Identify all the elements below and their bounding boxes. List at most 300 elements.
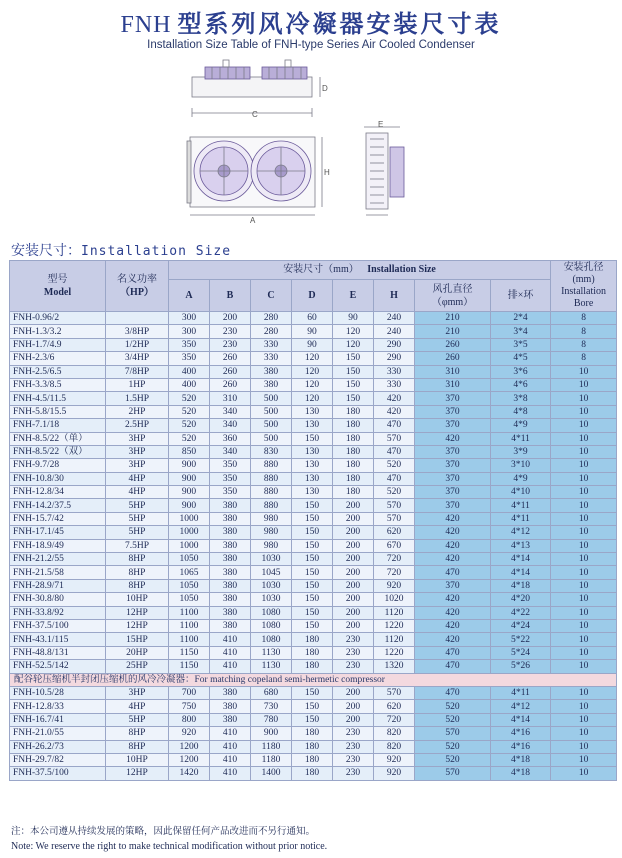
table-cell: 4*11 [491,686,551,699]
table-cell: 15HP [106,633,169,646]
table-cell: 420 [415,606,491,619]
table-cell: 520 [169,405,210,418]
table-cell: 4*16 [491,740,551,753]
table-cell: 380 [210,499,251,512]
table-cell: 370 [415,459,491,472]
table-cell: 130 [292,459,333,472]
table-cell: 10 [551,432,617,445]
cell-model: FNH-9.7/28 [10,459,106,472]
table-cell: 4*16 [491,727,551,740]
table-cell: 200 [333,579,374,592]
table-cell: 8 [551,338,617,351]
table-cell: 520 [169,392,210,405]
table-row [10,566,617,579]
table-cell: 10 [551,512,617,525]
table-cell: 180 [333,486,374,499]
table-cell: 370 [415,579,491,592]
table-cell: 240 [374,325,415,338]
table-cell: 680 [251,686,292,699]
table-cell: 420 [415,539,491,552]
table-cell: 10 [551,499,617,512]
table-cell: 920 [169,727,210,740]
table-cell: 420 [415,512,491,525]
table-row [10,338,617,351]
table-row [10,700,617,713]
table-cell: 230 [333,753,374,766]
table-cell: 4HP [106,472,169,485]
table-cell: 180 [333,445,374,458]
table-cell: 1000 [169,512,210,525]
table-cell: 330 [374,365,415,378]
table-cell: 920 [374,767,415,780]
cell-model: FNH-28.9/71 [10,579,106,592]
table-cell: 980 [251,539,292,552]
cell-model: FNH-1.7/4.9 [10,338,106,351]
table-cell: 130 [292,405,333,418]
table-cell: 150 [292,499,333,512]
table-cell: 380 [210,713,251,726]
table-cell: 1200 [169,753,210,766]
table-cell: 10 [551,445,617,458]
table-cell: 150 [292,686,333,699]
table-cell: 380 [210,539,251,552]
table-cell: 1050 [169,553,210,566]
label-d: D [322,84,328,93]
table-row [10,646,617,659]
header-e: E [333,280,374,312]
table-row [10,740,617,753]
table-cell: 350 [169,338,210,351]
front-view [187,137,322,215]
table-cell: 1080 [251,633,292,646]
table-cell: 500 [251,419,292,432]
table-cell: 10 [551,579,617,592]
table-cell: 1150 [169,660,210,673]
table-cell: 230 [333,633,374,646]
table-cell: 470 [374,419,415,432]
table-cell: 720 [374,566,415,579]
table-cell: 830 [251,445,292,458]
table-cell: 410 [210,767,251,780]
header-power [106,261,169,312]
table-cell: 8HP [106,727,169,740]
table-cell: 470 [415,686,491,699]
table-cell: 10 [551,713,617,726]
table-cell: 1030 [251,593,292,606]
table-cell: 420 [374,392,415,405]
condenser-drawing [0,55,622,235]
header-d: D [292,280,333,312]
table-cell: 380 [210,512,251,525]
cell-model: FNH-8.5/22（单） [10,432,106,445]
table-row [10,365,617,378]
cell-model: FNH-17.1/45 [10,526,106,539]
note-en: Note: We reserve the right to make technical modification without prior notice. [11,841,328,852]
side-view [364,127,404,215]
cell-model: FNH-2.3/6 [10,352,106,365]
table-cell: 3*6 [491,365,551,378]
table-cell: 230 [333,660,374,673]
table-row [10,392,617,405]
header-power-zh: 名义功率 [117,274,157,285]
table-cell: 180 [333,419,374,432]
table-cell: 3*8 [491,392,551,405]
table-cell: 900 [251,727,292,740]
table-cell: 2.5HP [106,419,169,432]
table-cell: 230 [333,646,374,659]
table-cell: 230 [210,325,251,338]
table-cell: 12HP [106,767,169,780]
table-cell: 880 [251,459,292,472]
table-cell: 700 [169,686,210,699]
table-cell: 410 [210,660,251,673]
table-cell: 260 [415,352,491,365]
table-note-text: 配谷轮压缩机半封闭压缩机的风冷冷凝器：For matching copeland semi-hermetic compressor [10,673,617,686]
table-cell: 520 [374,459,415,472]
table-cell: 1/2HP [106,338,169,351]
table-cell: 1130 [251,660,292,673]
table-cell: 4*14 [491,553,551,566]
table-cell: 260 [415,338,491,351]
table-cell: 370 [415,445,491,458]
table-cell: 10 [551,378,617,391]
table-cell: 200 [333,512,374,525]
table-cell: 180 [292,660,333,673]
table-cell: 1220 [374,619,415,632]
header-bore [551,261,617,312]
table-cell: 10 [551,727,617,740]
table-cell: 150 [292,579,333,592]
table-cell: 260 [210,378,251,391]
cell-model: FNH-4.5/11.5 [10,392,106,405]
table-cell: 150 [292,526,333,539]
table-cell: 500 [251,405,292,418]
cell-model: FNH-2.5/6.5 [10,365,106,378]
header-dims-en: Installation Size [367,264,436,275]
table-cell: 370 [415,499,491,512]
header-model-zh: 型号 [47,274,68,285]
table-cell: 500 [251,392,292,405]
table-cell: 380 [251,378,292,391]
table-cell: 5*26 [491,660,551,673]
table-cell: 8HP [106,553,169,566]
table-cell: 130 [292,419,333,432]
table-cell: 1020 [374,593,415,606]
header-model [10,261,106,312]
table-cell: 420 [415,526,491,539]
note-zh: 注：本公司遵从持续发展的策略，因此保留任何产品改进而不另行通知。 [11,826,316,837]
table-cell: 200 [333,539,374,552]
table-cell: 620 [374,700,415,713]
table-cell: 850 [169,445,210,458]
header-bore-unit: (mm) [572,274,595,285]
table-cell: 340 [210,405,251,418]
table-cell: 520 [169,419,210,432]
table-cell: 470 [374,445,415,458]
table-row [10,619,617,632]
table-cell: 730 [251,700,292,713]
table-cell: 150 [333,365,374,378]
cell-model: FNH-8.5/22（双） [10,445,106,458]
table-cell: 1180 [251,740,292,753]
label-c: C [252,110,258,119]
table-cell: 420 [415,593,491,606]
table-cell: 2HP [106,405,169,418]
table-cell: 980 [251,512,292,525]
installation-size-table [9,260,617,781]
table-cell: 10 [551,553,617,566]
table-cell: 3*10 [491,459,551,472]
header-model-en: Model [43,287,72,298]
cell-model: FNH-26.2/73 [10,740,106,753]
table-cell: 120 [333,325,374,338]
table-row [10,553,617,566]
table-cell: 1400 [251,767,292,780]
table-row [10,378,617,391]
table-row [10,727,617,740]
table-cell: 5HP [106,512,169,525]
table-cell: 380 [210,606,251,619]
cell-model: FNH-29.7/82 [10,753,106,766]
table-cell: 4*14 [491,713,551,726]
table-cell: 820 [374,740,415,753]
table-cell: 1100 [169,606,210,619]
label-h: H [324,168,330,177]
table-cell: 520 [415,740,491,753]
table-cell: 370 [415,419,491,432]
table-cell: 4*9 [491,472,551,485]
table-row [10,445,617,458]
table-cell: 5HP [106,713,169,726]
table-cell: 380 [210,553,251,566]
table-cell: 12HP [106,606,169,619]
table-cell: 1080 [251,619,292,632]
table-cell: 1420 [169,767,210,780]
table-cell: 10 [551,646,617,659]
header-a: A [169,280,210,312]
table-cell: 10 [551,486,617,499]
table-cell: 370 [415,486,491,499]
table-cell: 1180 [251,753,292,766]
table-cell: 10 [551,365,617,378]
table-cell: 620 [374,526,415,539]
table-cell: 4*5 [491,352,551,365]
table-cell: 10 [551,767,617,780]
table-note-row [10,673,617,686]
table-cell: 200 [333,700,374,713]
header-h: H [374,280,415,312]
table-cell: 1000 [169,539,210,552]
table-cell: 130 [292,472,333,485]
table-cell: 10 [551,753,617,766]
table-cell: 3HP [106,686,169,699]
table-cell: 60 [292,312,333,325]
table-cell: 720 [374,713,415,726]
table-row [10,593,617,606]
table-cell: 12HP [106,619,169,632]
table-cell: 4*6 [491,378,551,391]
table-note-section [10,673,617,686]
table-row [10,526,617,539]
table-cell: 260 [210,352,251,365]
table-cell: 200 [333,713,374,726]
cell-model: FNH-0.96/2 [10,312,106,325]
table-cell: 150 [292,553,333,566]
table-cell: 400 [169,378,210,391]
title-zh: 型系列风冷凝器安装尺寸表 [177,10,502,38]
cell-model: FNH-37.5/100 [10,619,106,632]
table-cell: 1050 [169,579,210,592]
table-cell: 1220 [374,646,415,659]
table-row [10,405,617,418]
table-cell: 4*14 [491,566,551,579]
table-cell: 10 [551,405,617,418]
table-cell: 360 [210,432,251,445]
table-cell: 10 [551,566,617,579]
table-cell: 150 [292,566,333,579]
cell-model: FNH-52.5/142 [10,660,106,673]
header-bore-zh: 安装孔径 [563,262,604,273]
table-cell: 4HP [106,700,169,713]
table-cell: 350 [210,472,251,485]
table-cell: 150 [292,512,333,525]
cell-model: FNH-5.8/15.5 [10,405,106,418]
table-cell: 4HP [106,486,169,499]
table-cell: 400 [169,365,210,378]
table-cell: 130 [292,486,333,499]
table-cell: 720 [374,553,415,566]
table-cell: 200 [333,499,374,512]
table-cell: 300 [169,312,210,325]
table-cell: 4*18 [491,767,551,780]
table-cell: 350 [210,486,251,499]
table-cell: 150 [292,700,333,713]
table-cell: 3/4HP [106,352,169,365]
table-cell: 10 [551,539,617,552]
table-cell: 230 [333,727,374,740]
table-cell: 340 [210,445,251,458]
table-cell: 10 [551,660,617,673]
table-cell: 4*18 [491,753,551,766]
table-cell: 4*12 [491,526,551,539]
table-cell: 180 [333,432,374,445]
table-cell: 570 [374,432,415,445]
table-cell: 10 [551,392,617,405]
table-cell: 5HP [106,526,169,539]
table-cell: 10 [551,619,617,632]
table-row [10,512,617,525]
table-cell: 380 [251,365,292,378]
table-cell: 1100 [169,619,210,632]
table-cell: 150 [333,392,374,405]
table-cell: 150 [333,352,374,365]
cell-model: FNH-43.1/115 [10,633,106,646]
header-fan-zh: 风孔直径 [432,283,473,295]
header-power-en: （HP） [120,287,154,298]
cell-model: FNH-15.7/42 [10,512,106,525]
table-cell: 410 [210,633,251,646]
table-cell: 350 [169,352,210,365]
table-cell: 150 [292,539,333,552]
table-row [10,633,617,646]
table-cell [106,312,169,325]
table-cell: 150 [292,713,333,726]
table-cell: 330 [374,378,415,391]
table-cell: 120 [292,392,333,405]
table-cell: 470 [374,472,415,485]
table-cell: 7/8HP [106,365,169,378]
table-row [10,352,617,365]
table-cell: 200 [333,593,374,606]
table-cell: 470 [415,646,491,659]
cell-model: FNH-18.9/49 [10,539,106,552]
table-cell: 10 [551,419,617,432]
table-cell: 230 [210,338,251,351]
table-row [10,459,617,472]
cell-model: FNH-12.8/33 [10,700,106,713]
table-cell: 8 [551,325,617,338]
table-row [10,606,617,619]
page-title [0,4,622,39]
table-cell: 500 [251,432,292,445]
table-row [10,539,617,552]
table-cell: 5HP [106,499,169,512]
header-bore-en: Installation Bore [561,286,607,309]
table-cell: 880 [251,499,292,512]
table-cell: 8HP [106,740,169,753]
header-fan [415,280,491,312]
table-cell: 200 [333,526,374,539]
cell-model: FNH-10.8/30 [10,472,106,485]
table-row [10,486,617,499]
section-title [11,240,231,260]
table-cell: 10 [551,593,617,606]
table-cell: 1150 [169,646,210,659]
table-cell: 3*9 [491,445,551,458]
table-cell: 180 [292,767,333,780]
table-cell: 420 [415,633,491,646]
table-cell: 1000 [169,526,210,539]
table-cell: 420 [374,405,415,418]
table-cell: 4*22 [491,606,551,619]
table-cell: 370 [415,472,491,485]
table-cell: 4*12 [491,700,551,713]
table-cell: 10 [551,472,617,485]
table-cell: 4*9 [491,419,551,432]
table-cell: 4*8 [491,405,551,418]
table-cell: 380 [210,526,251,539]
cell-model: FNH-37.5/100 [10,767,106,780]
cell-model: FNH-14.2/37.5 [10,499,106,512]
table-row [10,432,617,445]
table-cell: 1130 [251,646,292,659]
table-cell: 5*22 [491,633,551,646]
table-cell: 150 [333,378,374,391]
cell-model: FNH-16.7/41 [10,713,106,726]
cell-model: FNH-30.8/80 [10,593,106,606]
table-cell: 980 [251,526,292,539]
table-cell: 90 [292,338,333,351]
table-cell: 420 [415,619,491,632]
table-cell: 420 [415,432,491,445]
table-cell: 1100 [169,633,210,646]
table-cell: 900 [169,459,210,472]
table-cell: 8 [551,352,617,365]
table-cell: 1.5HP [106,392,169,405]
table-cell: 570 [415,727,491,740]
table-cell: 570 [374,499,415,512]
header-c: C [251,280,292,312]
